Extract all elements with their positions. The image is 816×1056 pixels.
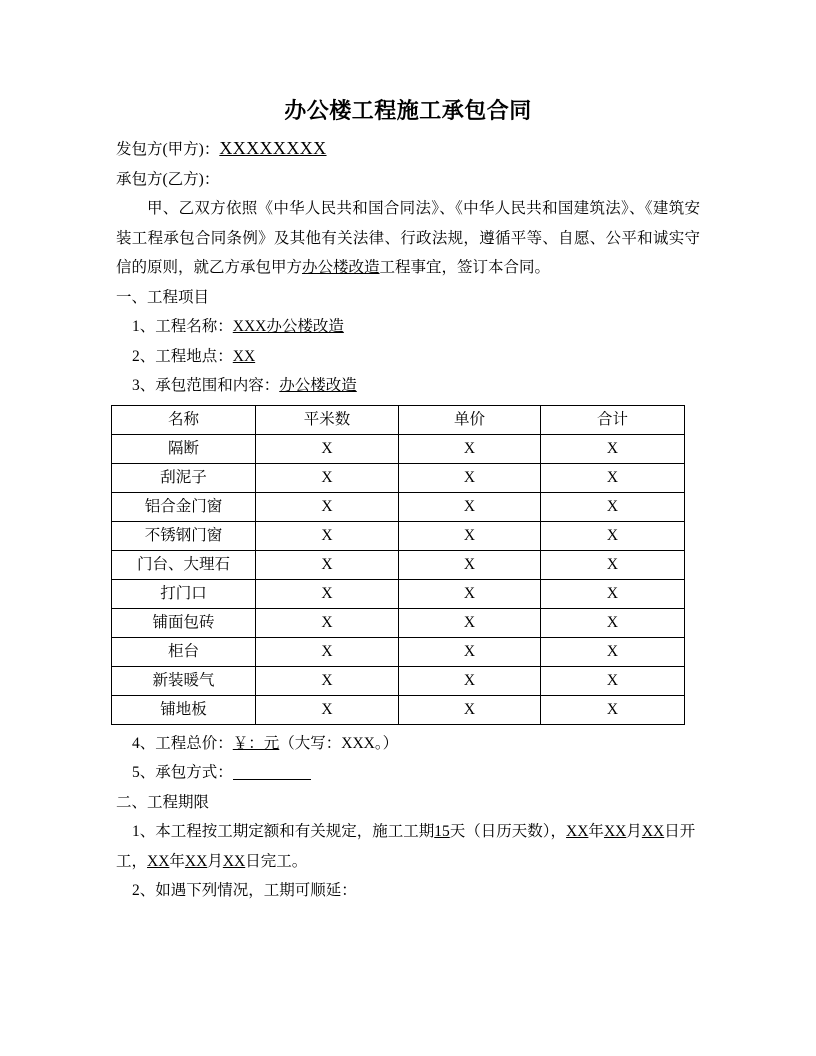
end-suffix: 日完工。 <box>245 852 308 870</box>
table-cell-price: X <box>399 492 541 521</box>
end-day[interactable]: XX <box>222 852 246 870</box>
table-cell-price: X <box>399 521 541 550</box>
table-cell-name: 铝合金门窗 <box>112 492 256 521</box>
table-cell-area: X <box>256 666 399 695</box>
table-cell-price: X <box>399 550 541 579</box>
project-name-line <box>116 312 700 342</box>
table-cell-name: 柜台 <box>112 637 256 666</box>
contract-mode-label: 5、承包方式： <box>132 764 233 781</box>
start-month-unit: 月 <box>626 823 642 840</box>
table-cell-area: X <box>256 608 399 637</box>
start-year[interactable]: XX <box>566 823 589 840</box>
project-name-value[interactable]: XXX办公楼改造 <box>232 318 344 335</box>
total-price-label: 4、工程总价： <box>132 734 233 752</box>
preamble-paragraph <box>116 194 700 283</box>
project-scope-label: 3、承包范围和内容： <box>132 377 280 394</box>
table-cell-total: X <box>541 463 685 492</box>
table-cell-name: 新装暖气 <box>112 666 256 695</box>
table-cell-name: 门台、大理石 <box>112 550 256 579</box>
end-month[interactable]: XX <box>184 852 208 870</box>
contract-mode-line <box>116 758 700 788</box>
total-price-value[interactable]: ￥：元 <box>232 734 280 752</box>
table-cell-total: X <box>541 666 685 695</box>
table-cell-price: X <box>399 695 541 724</box>
end-year-unit: 年 <box>169 852 185 870</box>
end-year[interactable]: XX <box>147 852 170 870</box>
party-b-label: 承包方(乙方)： <box>116 170 220 188</box>
total-price-line <box>116 729 700 759</box>
section-heading-1: 一、工程项目 <box>116 288 210 306</box>
start-month[interactable]: XX <box>603 823 627 840</box>
table-cell-area: X <box>256 492 399 521</box>
scope-items-table <box>111 405 685 725</box>
table-row <box>112 550 685 579</box>
party-a-line <box>116 134 700 165</box>
table-cell-name: 打门口 <box>112 579 256 608</box>
table-cell-total: X <box>541 492 685 521</box>
party-a-label: 发包方(甲方)： <box>116 141 220 158</box>
table-cell-price: X <box>399 637 541 666</box>
table-row <box>112 521 685 550</box>
table-header-row <box>112 405 685 434</box>
table-row <box>112 463 685 492</box>
table-cell-total: X <box>541 550 685 579</box>
duration-text-2: 天（日历天数）， <box>449 823 567 840</box>
table-cell-area: X <box>256 695 399 724</box>
table-cell-total: X <box>541 608 685 637</box>
table-cell-area: X <box>256 434 399 463</box>
table-header-cell: 合计 <box>541 405 685 434</box>
table-cell-area: X <box>256 550 399 579</box>
start-suffix: 日开工， <box>116 823 696 870</box>
project-scope-line <box>116 371 700 401</box>
table-row <box>112 492 685 521</box>
table-cell-price: X <box>399 434 541 463</box>
table-cell-price: X <box>399 463 541 492</box>
table-cell-price: X <box>399 608 541 637</box>
table-cell-total: X <box>541 579 685 608</box>
table-header-cell: 平米数 <box>256 405 399 434</box>
page-title: 办公楼工程施工承包合同 <box>284 98 532 123</box>
duration-days[interactable]: 15 <box>434 823 450 840</box>
start-year-unit: 年 <box>588 823 604 840</box>
table-cell-name: 刮泥子 <box>112 463 256 492</box>
table-row <box>112 434 685 463</box>
table-header-cell: 名称 <box>112 405 256 434</box>
project-location-value[interactable]: XX <box>232 347 256 365</box>
start-day[interactable]: XX <box>641 823 665 840</box>
party-a-value[interactable]: XXXXXXXX <box>219 138 327 158</box>
table-cell-area: X <box>256 521 399 550</box>
table-cell-total: X <box>541 521 685 550</box>
total-price-suffix: （大写：XXX。） <box>279 734 399 752</box>
table-cell-name: 不锈钢门窗 <box>112 521 256 550</box>
table-cell-total: X <box>541 695 685 724</box>
table-header-cell: 单价 <box>399 405 541 434</box>
table-cell-name: 铺面包砖 <box>112 608 256 637</box>
table-cell-price: X <box>399 579 541 608</box>
preamble-text-2: 工程事宜，签订本合同。 <box>379 259 551 276</box>
table-cell-total: X <box>541 434 685 463</box>
duration-text-1: 1、本工程按工期定额和有关规定，施工工期 <box>132 823 435 840</box>
project-scope-value[interactable]: 办公楼改造 <box>279 377 357 394</box>
table-cell-name: 隔断 <box>112 434 256 463</box>
project-location-line <box>116 342 700 372</box>
table-row <box>112 695 685 724</box>
preamble-scope-underlined: 办公楼改造 <box>302 259 380 276</box>
project-name-label: 1、工程名称： <box>132 318 233 335</box>
table-row <box>112 579 685 608</box>
table-row <box>112 637 685 666</box>
preamble-text-1: 甲、乙双方依照《中华人民共和国合同法》、《中华人民共和国建筑法》、《建筑安装工程承包合同条例》及其他有关法律、行政法规，遵循平等、自愿、公平和诚实守信的原则，就乙方承包甲方 <box>116 200 700 276</box>
section-heading-2: 二、工程期限 <box>116 793 210 811</box>
end-month-unit: 月 <box>207 852 223 870</box>
duration-paragraph <box>116 817 700 876</box>
contract-mode-blank[interactable] <box>233 779 311 780</box>
party-b-line <box>116 165 700 195</box>
table-row <box>112 666 685 695</box>
table-cell-area: X <box>256 637 399 666</box>
table-cell-area: X <box>256 579 399 608</box>
project-location-label: 2、工程地点： <box>132 347 233 365</box>
table-cell-price: X <box>399 666 541 695</box>
table-row <box>112 608 685 637</box>
table-cell-name: 铺地板 <box>112 695 256 724</box>
table-cell-total: X <box>541 637 685 666</box>
table-cell-area: X <box>256 463 399 492</box>
delay-conditions-line: 2、如遇下列情况，工期可顺延： <box>132 882 357 899</box>
